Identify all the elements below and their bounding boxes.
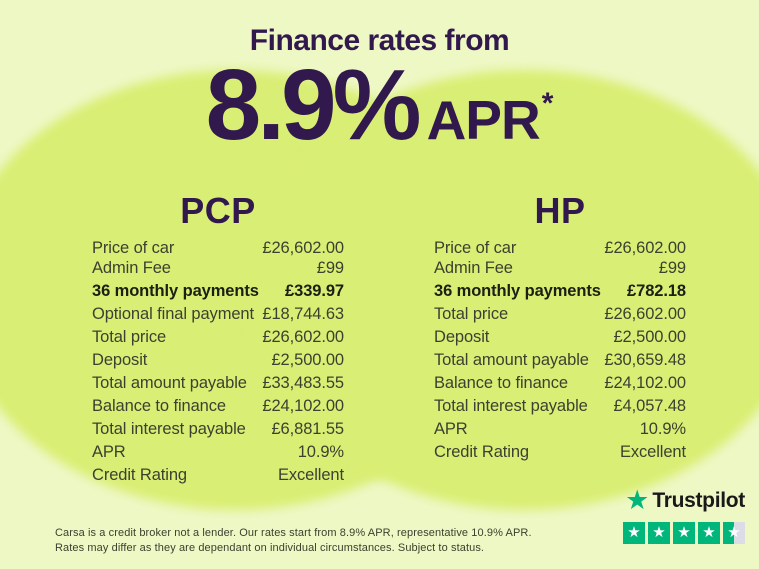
row-value: £24,102.00 bbox=[262, 397, 344, 415]
banner-title: Finance rates from bbox=[249, 24, 510, 57]
row-label: Credit Rating bbox=[92, 466, 187, 484]
row-label: Admin Fee bbox=[434, 259, 513, 277]
row-label: APR bbox=[92, 443, 126, 461]
disclaimer-line-1: Carsa is a credit broker not a lender. Our rates start from 8.9% APR, representative 10.9% APR. bbox=[55, 527, 532, 539]
hp-title: HP bbox=[534, 190, 586, 231]
trustpilot-full-star-icon: ★ bbox=[698, 522, 720, 544]
row-label: Total price bbox=[434, 305, 509, 323]
table-row bbox=[434, 442, 686, 462]
row-value: £26,602.00 bbox=[604, 305, 686, 323]
row-value: £24,102.00 bbox=[604, 374, 686, 392]
row-label: Deposit bbox=[92, 351, 148, 369]
row-value: £4,057.48 bbox=[613, 397, 686, 415]
rate-asterisk: * bbox=[541, 87, 554, 120]
row-value: £2,500.00 bbox=[271, 351, 344, 369]
table-row bbox=[92, 281, 344, 301]
row-value: £99 bbox=[658, 259, 686, 277]
trustpilot-logo bbox=[625, 487, 745, 514]
row-label: Admin Fee bbox=[92, 259, 171, 277]
row-label: 36 monthly payments bbox=[434, 282, 601, 300]
table-row bbox=[92, 327, 344, 347]
table-row bbox=[434, 304, 686, 324]
hp-column bbox=[434, 190, 686, 462]
table-row bbox=[434, 238, 686, 258]
table-row bbox=[92, 373, 344, 393]
row-value: £2,500.00 bbox=[613, 328, 686, 346]
row-label: 36 monthly payments bbox=[92, 282, 259, 300]
row-label: Total amount payable bbox=[434, 351, 589, 369]
table-row bbox=[92, 350, 344, 370]
row-value: £99 bbox=[316, 259, 344, 277]
row-label: APR bbox=[434, 420, 468, 438]
table-row bbox=[434, 419, 686, 439]
row-label: Price of car bbox=[92, 239, 175, 257]
row-label: Total interest payable bbox=[434, 397, 588, 415]
row-label: Deposit bbox=[434, 328, 490, 346]
row-value: £18,744.63 bbox=[262, 305, 344, 323]
row-value: 10.9% bbox=[297, 443, 344, 461]
trustpilot-full-star-icon: ★ bbox=[648, 522, 670, 544]
disclaimer-line-2: Rates may differ as they are dependant on individual circumstances. Subject to status. bbox=[55, 541, 485, 554]
row-value: £30,659.48 bbox=[604, 351, 686, 369]
table-row bbox=[92, 396, 344, 416]
headline-rate bbox=[0, 49, 759, 161]
table-row bbox=[92, 258, 344, 278]
rate-value: 8.9% bbox=[205, 49, 418, 161]
row-label: Total price bbox=[92, 328, 167, 346]
row-value: Excellent bbox=[619, 443, 686, 461]
disclaimer bbox=[55, 526, 532, 555]
table-row bbox=[434, 373, 686, 393]
trustpilot-full-star-icon: ★ bbox=[623, 522, 645, 544]
table-row bbox=[434, 350, 686, 370]
trustpilot-star-icon: ★ bbox=[625, 485, 650, 515]
row-value: Excellent bbox=[277, 466, 344, 484]
row-label: Credit Rating bbox=[434, 443, 529, 461]
row-label: Total interest payable bbox=[92, 420, 246, 438]
row-value: £339.97 bbox=[285, 282, 344, 300]
table-row bbox=[92, 442, 344, 462]
rate-apr-label: APR bbox=[426, 89, 540, 151]
row-label: Balance to finance bbox=[92, 397, 226, 415]
row-value: 10.9% bbox=[639, 420, 686, 438]
row-value: £6,881.55 bbox=[271, 420, 344, 438]
row-value: £26,602.00 bbox=[262, 239, 344, 257]
hp-table bbox=[434, 238, 686, 462]
row-value: £33,483.55 bbox=[262, 374, 344, 392]
trustpilot-widget bbox=[623, 487, 745, 544]
trustpilot-stars bbox=[623, 522, 745, 544]
trustpilot-full-star-icon: ★ bbox=[673, 522, 695, 544]
table-row bbox=[92, 238, 344, 258]
table-row bbox=[434, 281, 686, 301]
pcp-title: PCP bbox=[180, 190, 256, 231]
row-label: Price of car bbox=[434, 239, 517, 257]
row-label: Balance to finance bbox=[434, 374, 568, 392]
table-row bbox=[434, 327, 686, 347]
row-label: Total amount payable bbox=[92, 374, 247, 392]
trustpilot-half-star-icon: ★ bbox=[723, 522, 745, 544]
table-row bbox=[92, 304, 344, 324]
row-value: £26,602.00 bbox=[262, 328, 344, 346]
table-row bbox=[92, 465, 344, 485]
table-row bbox=[92, 419, 344, 439]
pcp-column bbox=[92, 190, 344, 485]
table-row bbox=[434, 396, 686, 416]
trustpilot-brand: Trustpilot bbox=[652, 488, 745, 512]
row-value: £26,602.00 bbox=[604, 239, 686, 257]
pcp-table bbox=[92, 238, 344, 485]
row-value: £782.18 bbox=[627, 282, 686, 300]
row-label: Optional final payment bbox=[92, 305, 254, 323]
table-row bbox=[434, 258, 686, 278]
